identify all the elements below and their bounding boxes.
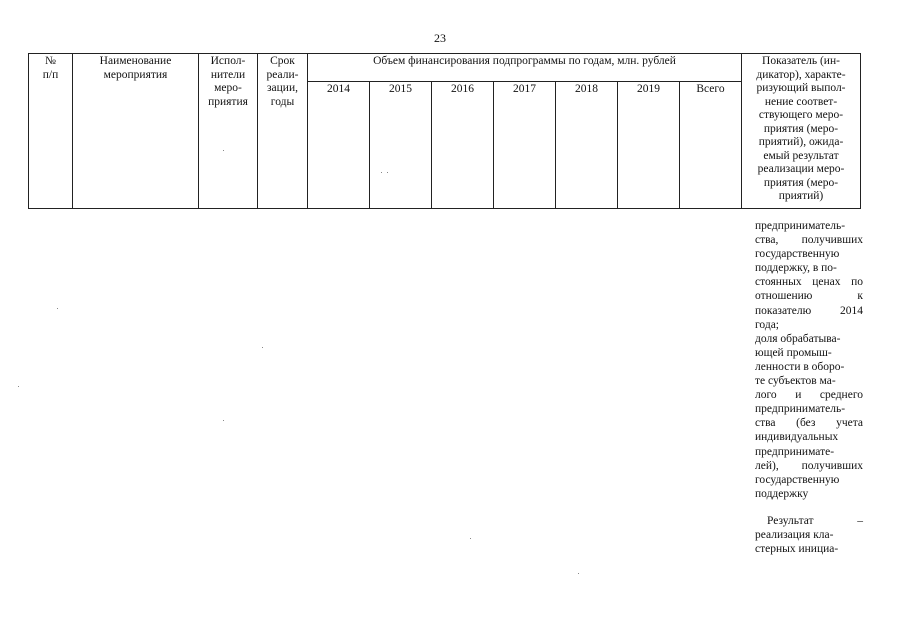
scan-speck	[57, 308, 58, 309]
scan-speck	[470, 538, 471, 539]
table-header-row	[29, 54, 861, 82]
scan-speck	[223, 150, 224, 151]
header-funding: Объем финансирования подпрограммы по годам, млн. рублей	[308, 54, 742, 82]
scan-speck	[387, 172, 388, 173]
indicator-paragraph-2: доля обрабатыва- ющей промыш- ленности в оборо- те субъектов ма- лого и среднего предприниматель- ства (без учета индивидуальных предпринимате- лей), получивших государственную поддержку	[755, 332, 863, 500]
page-number: 23	[434, 31, 446, 45]
year-2014: 2014	[308, 82, 370, 209]
program-table	[28, 53, 861, 209]
scan-speck	[223, 420, 224, 421]
year-2016: 2016	[432, 82, 494, 209]
year-2018: 2018	[556, 82, 618, 209]
year-2019: 2019	[618, 82, 680, 209]
scan-speck	[381, 172, 382, 173]
header-term: Срок реали- зации, годы	[258, 54, 308, 209]
year-total: Всего	[680, 82, 742, 209]
header-name: Наименование мероприятия	[73, 54, 199, 209]
year-2015: 2015	[370, 82, 432, 209]
indicator-paragraph-3: Результат – реализация кла- стерных инициа-	[755, 514, 863, 556]
scan-speck	[262, 347, 263, 348]
indicator-column-text	[755, 219, 863, 556]
scan-speck	[578, 573, 579, 574]
year-2017: 2017	[494, 82, 556, 209]
header-num: № п/п	[29, 54, 73, 209]
scan-speck	[18, 386, 19, 387]
indicator-paragraph-1: предприниматель- ства, получивших государственную поддержку, в по- стоянных ценах по отношению к показателю 2014 года;	[755, 220, 863, 331]
header-indicator: Показатель (ин- дикатор), характе- ризующий выпол- нение соответ- ствующего меро- приятия (меро- приятий), ожида- емый результат реализации меро- приятия (меро- приятий)	[742, 54, 861, 209]
header-executors: Испол- нители меро- приятия	[199, 54, 258, 209]
paragraph-gap	[755, 501, 863, 514]
